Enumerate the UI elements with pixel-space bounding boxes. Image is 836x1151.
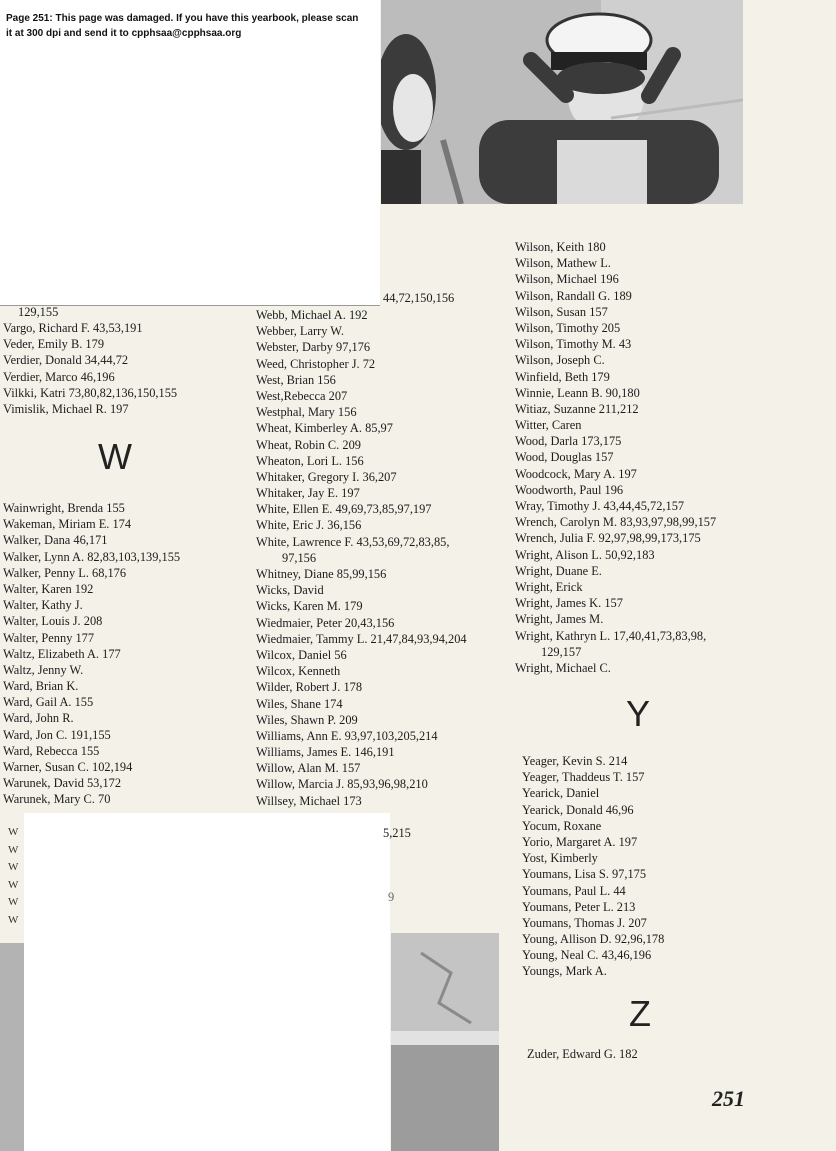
index-entry-continuation: 97,156: [282, 550, 317, 565]
band-members-photo: [381, 0, 743, 204]
index-entry: Yearick, Donald 46,96: [522, 802, 634, 817]
index-entry: Webster, Darby 97,176: [256, 340, 371, 355]
index-entry: Walker, Lynn A. 82,83,103,139,155: [3, 549, 181, 564]
index-entry: Webber, Larry W.: [256, 324, 344, 339]
index-entry: Wright, James M.: [515, 612, 604, 627]
index-entry: Wilson, Randall G. 189: [515, 288, 632, 303]
index-entry: Vimislik, Michael R. 197: [3, 401, 129, 416]
index-entry: White, Lawrence F. 43,53,69,72,83,85,: [256, 534, 450, 549]
index-entry: Ward, Brian K.: [3, 679, 79, 694]
index-entry: Ward, Jon C. 191,155: [3, 727, 111, 742]
cut-fragment-top: 44,72,150,156: [383, 291, 455, 305]
photo-fragment-bottom: [391, 933, 499, 1151]
index-entry: Youmans, Thomas J. 207: [522, 915, 647, 930]
index-entry: Wakeman, Miriam E. 174: [3, 517, 132, 532]
index-entry: Young, Neal C. 43,46,196: [522, 948, 652, 963]
photo-fragment-left: [0, 943, 24, 1151]
index-entry: Wilson, Timothy M. 43: [515, 337, 632, 352]
index-entry: Williams, James E. 146,191: [256, 745, 395, 760]
index-entry: Wright, Erick: [515, 579, 583, 594]
index-entry: Wilson, Timothy 205: [515, 320, 621, 335]
index-entry: Verdier, Donald 34,44,72: [3, 353, 129, 368]
index-entry: Youmans, Peter L. 213: [522, 899, 636, 914]
index-entry: Wray, Timothy J. 43,44,45,72,157: [515, 499, 685, 513]
index-entry: Youmans, Paul L. 44: [522, 883, 626, 898]
section-letter-w: W: [98, 436, 132, 477]
index-column-2: [256, 307, 467, 809]
index-entry: Wright, James K. 157: [515, 596, 623, 611]
index-entry: Wright, Duane E.: [515, 563, 602, 578]
index-entry: Witter, Caren: [515, 418, 582, 433]
index-entry: Vargo, Richard F. 43,53,191: [3, 321, 143, 335]
index-entry: Wiles, Shane 174: [256, 696, 343, 711]
index-column-1-w: [3, 500, 180, 808]
cut-fragment-bottom: 5,215: [383, 826, 411, 840]
index-entry: Youngs, Mark A.: [522, 964, 607, 979]
index-entry: Waltz, Elizabeth A. 177: [3, 646, 121, 661]
index-entry: Yost, Kimberly: [522, 851, 598, 866]
index-entry: Walker, Dana 46,171: [3, 533, 108, 548]
index-entry: Ward, Gail A. 155: [3, 695, 94, 710]
index-entry: Wilcox, Daniel 56: [256, 647, 347, 662]
section-letter-z: Z: [629, 993, 651, 1034]
index-entry: Willsey, Michael 173: [256, 793, 362, 808]
cut-off-letter: W: [8, 896, 19, 909]
cut-off-letter: W: [8, 878, 19, 891]
index-entry: Wicks, David: [256, 583, 324, 598]
index-entry: Vilkki, Katri 73,80,82,136,150,155: [3, 385, 178, 400]
index-entry: Wood, Douglas 157: [515, 450, 614, 465]
index-entry: Winfield, Beth 179: [515, 369, 610, 384]
section-letter-y: Y: [626, 693, 651, 734]
index-entry: Wiedmaier, Tammy L. 21,47,84,93,94,204: [256, 631, 467, 646]
index-entry: Weed, Christopher J. 72: [256, 356, 376, 371]
index-entry: Wheat, Kimberley A. 85,97: [256, 421, 393, 436]
index-entry: Yocum, Roxane: [522, 818, 602, 833]
index-entry: Wood, Darla 173,175: [515, 434, 622, 449]
index-entry: Zuder, Edward G. 182: [527, 1047, 638, 1061]
index-entry: White, Ellen E. 49,69,73,85,97,197: [256, 502, 432, 517]
index-entry: Webb, Michael A. 192: [256, 308, 368, 322]
index-entry: Young, Allison D. 92,96,178: [522, 932, 665, 947]
index-column-1-v: [3, 320, 177, 417]
index-entry: Yeager, Thaddeus T. 157: [522, 770, 645, 785]
index-entry: Whitney, Diane 85,99,156: [256, 567, 387, 581]
index-entry: Veder, Emily B. 179: [3, 337, 105, 352]
index-entry: Williams, Ann E. 93,97,103,205,214: [256, 728, 438, 743]
index-entry: Walker, Penny L. 68,176: [3, 565, 127, 580]
index-entry: Walter, Penny 177: [3, 630, 95, 645]
index-entry: Wrench, Julia F. 92,97,98,99,173,175: [515, 531, 701, 546]
white-repair-patch: [24, 813, 390, 1151]
index-entry: Witiaz, Suzanne 211,212: [515, 401, 639, 416]
index-entry: Wilson, Mathew L.: [515, 256, 611, 271]
cut-off-letter: W: [8, 843, 19, 856]
index-entry: Yeager, Kevin S. 214: [522, 754, 628, 768]
index-entry: Wheaton, Lori L. 156: [256, 453, 364, 468]
photo-fragment-illustration: [391, 933, 499, 1151]
index-entry: Walter, Louis J. 208: [3, 614, 103, 629]
index-entry: Wilson, Keith 180: [515, 240, 606, 254]
index-entry: Wilcox, Kenneth: [256, 664, 341, 679]
page-number: 251: [712, 1086, 745, 1111]
index-entry: Wright, Michael C.: [515, 660, 611, 675]
index-entry: Wrench, Carolyn M. 83,93,97,98,99,157: [515, 515, 717, 530]
index-entry: Woodcock, Mary A. 197: [515, 466, 637, 481]
index-entry: Walter, Karen 192: [3, 581, 94, 596]
index-entry: Ward, Rebecca 155: [3, 743, 100, 758]
index-entry-continuation: 129,157: [541, 644, 582, 659]
index-entry: Yorio, Margaret A. 197: [522, 834, 638, 849]
index-entry: Westphal, Mary 156: [256, 405, 357, 420]
index-entry: Wicks, Karen M. 179: [256, 599, 363, 614]
index-column-3-z: [527, 1046, 638, 1062]
index-entry: Willow, Alan M. 157: [256, 761, 361, 776]
index-entry: Winnie, Leann B. 90,180: [515, 385, 640, 400]
band-photo-illustration: [381, 0, 743, 204]
index-entry: West,Rebecca 207: [256, 388, 348, 403]
index-entry: Whitaker, Jay E. 197: [256, 486, 360, 501]
index-entry: Wright, Alison L. 50,92,183: [515, 547, 655, 562]
index-entry: Verdier, Marco 46,196: [3, 369, 115, 384]
index-entry: West, Brian 156: [256, 372, 336, 387]
cut-off-entries: [8, 824, 18, 930]
index-entry: Walter, Kathy J.: [3, 598, 83, 613]
index-entry: Waltz, Jenny W.: [3, 662, 84, 677]
index-entry: Warunek, Mary C. 70: [3, 792, 111, 807]
notice-line-1: Page 251: This page was damaged. If you have this yearbook, please scan: [6, 13, 359, 24]
index-entry: Yearick, Daniel: [522, 786, 600, 801]
index-entry: Woodworth, Paul 196: [515, 482, 624, 497]
index-column-3-w: [515, 239, 716, 676]
index-entry: Youmans, Lisa S. 97,175: [522, 867, 647, 882]
index-entry: Wiedmaier, Peter 20,43,156: [256, 615, 395, 630]
index-entry: Wilson, Michael 196: [515, 272, 619, 287]
index-entry: Wainwright, Brenda 155: [3, 501, 125, 515]
index-entry: Whitaker, Gregory I. 36,207: [256, 469, 397, 484]
index-column-3-y: [522, 753, 664, 980]
cut-off-letter: W: [8, 861, 19, 874]
index-entry: Wilson, Joseph C.: [515, 353, 605, 368]
index-entry: Willow, Marcia J. 85,93,96,98,210: [256, 777, 428, 792]
index-entry: Warunek, David 53,172: [3, 776, 122, 791]
index-entry: Wilder, Robert J. 178: [256, 680, 363, 695]
cut-fragment-mark: 9: [388, 890, 395, 904]
cut-off-letter: W: [8, 826, 19, 838]
index-entry: Wilson, Susan 157: [515, 304, 608, 319]
index-entry: White, Eric J. 36,156: [256, 518, 362, 533]
index-entry: Wiles, Shawn P. 209: [256, 712, 358, 727]
cut-fragment-left: 129,155: [18, 305, 59, 319]
notice-line-2: it at 300 dpi and send it to cpphsaa@cpphsaa.org: [6, 28, 242, 39]
index-entry: Wheat, Robin C. 209: [256, 437, 361, 452]
damage-notice: [6, 11, 366, 41]
damage-notice-panel: [0, 0, 380, 306]
index-entry: Ward, John R.: [3, 711, 74, 726]
index-entry: Warner, Susan C. 102,194: [3, 760, 133, 774]
cut-off-letter: W: [8, 913, 19, 926]
index-entry: Wright, Kathryn L. 17,40,41,73,83,98,: [515, 628, 707, 643]
